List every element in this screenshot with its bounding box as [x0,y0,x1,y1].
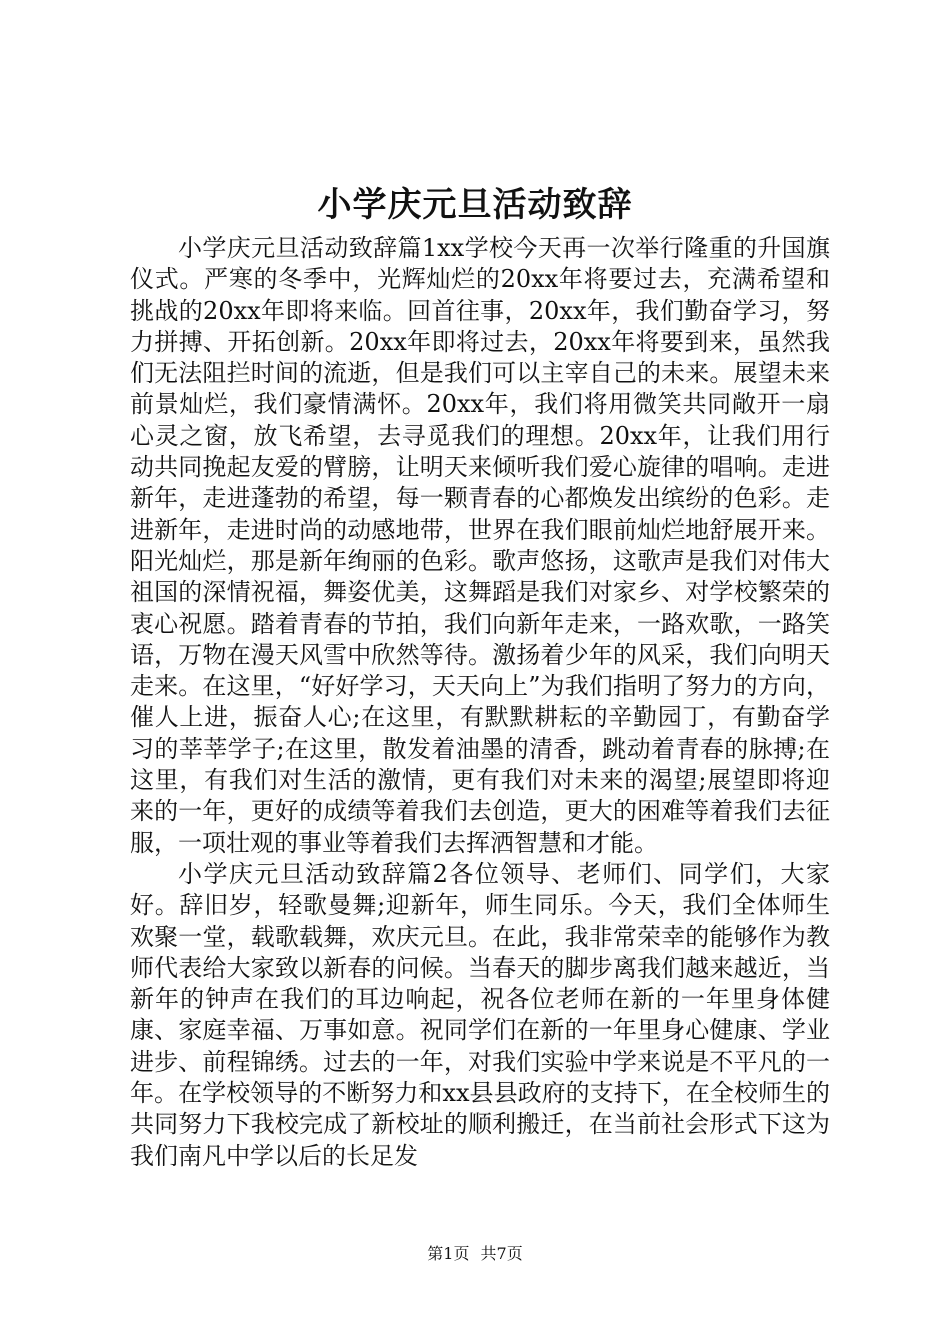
page-total: 共7页 [480,1244,523,1263]
paragraph-2: 小学庆元旦活动致辞篇2各位领导、老师们、同学们，大家好。辞旧岁，轻歌曼舞;迎新年，师生同乐。今天，我们全体师生欢聚一堂，载歌载舞，欢庆元旦。在此，我非常荣幸的能够作为教师代表给大家致以新春的问候。当春天的脚步离我们越来越近，当新年的钟声在我们的耳边响起，祝各位老师在新的一年里身体健康、家庭幸福、万事如意。祝同学们在新的一年里身心健康、学业进步、前程锦绣。过去的一年，对我们实验中学来说是不平凡的一年。在学校领导的不断努力和xx县县政府的支持下，在全校师生的共同努力下我校完成了新校址的顺利搬迁，在当前社会形式下这为我们南凡中学以后的长足发 [130,859,830,1170]
paragraph-1: 小学庆元旦活动致辞篇1xx学校今天再一次举行隆重的升国旗仪式。严寒的冬季中，光辉灿烂的20xx年将要过去，充满希望和挑战的20xx年即将来临。回首往事，20xx年，我们勤奋学习，努力拼搏、开拓创新。20xx年即将过去，20xx年将要到来，虽然我们无法阻拦时间的流逝，但是我们可以主宰自己的未来。展望未来前景灿烂，我们豪情满怀。20xx年，我们将用微笑共同敞开一扇心灵之窗，放飞希望，去寻觅我们的理想。20xx年，让我们用行动共同挽起友爱的臂膀，让明天来倾听我们爱心旋律的唱响。走进新年，走进蓬勃的希望，每一颗青春的心都焕发出缤纷的色彩。走进新年，走进时尚的动感地带，世界在我们眼前灿烂地舒展开来。阳光灿烂，那是新年绚丽的色彩。歌声悠扬，这歌声是我们对伟大祖国的深情祝福，舞姿优美，这舞蹈是我们对家乡、对学校繁荣的衷心祝愿。踏着青春的节拍，我们向新年走来，一路欢歌，一路笑语，万物在漫天风雪中欣然等待。激扬着少年的风采，我们向明天走来。在这里，“好好学习，天天向上”为我们指明了努力的方向，催人上进，振奋人心;在这里，有默默耕耘的辛勤园丁，有勤奋学习的莘莘学子;在这里，散发着油墨的清香，跳动着青春的脉搏;在这里，有我们对生活的激情，更有我们对未来的渴望;展望即将迎来的一年，更好的成绩等着我们去创造，更大的困难等着我们去征服，一项壮观的事业等着我们去挥洒智慧和才能。 [130,234,830,857]
document-title: 小学庆元旦活动致辞 [317,185,633,225]
document-body [130,233,830,1172]
page-number: 第1页 [427,1244,470,1263]
page-footer [0,1242,950,1266]
